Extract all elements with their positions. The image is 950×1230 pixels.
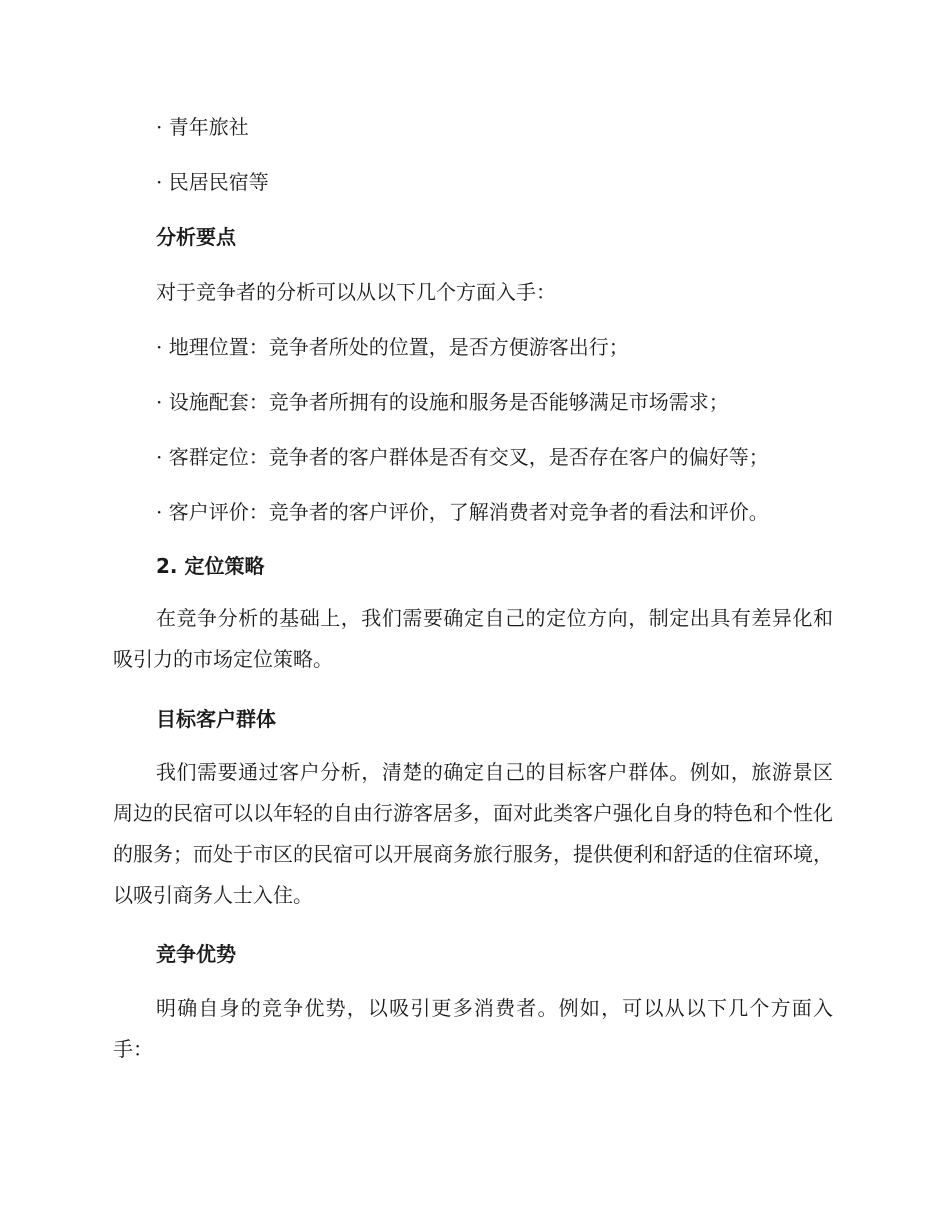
heading-positioning-strategy: 2. 定位策略 — [156, 554, 265, 578]
paragraph-competitive-advantage: 明确自身的竞争优势，以吸引更多消费者。例如，可以从以下几个方面入手： — [113, 996, 833, 1061]
analysis-point-reviews: · 客户评价：竞争者的客户评价，了解消费者对竞争者的看法和评价。 — [156, 500, 769, 524]
analysis-point-customers: · 客群定位：竞争者的客户群体是否有交叉，是否存在客户的偏好等； — [156, 445, 769, 469]
bullet-homestay: · 民居民宿等 — [156, 170, 269, 194]
analysis-point-location: · 地理位置：竞争者所处的位置，是否方便游客出行； — [156, 335, 629, 359]
heading-target-customers: 目标客户群体 — [156, 707, 276, 731]
analysis-intro: 对于竞争者的分析可以从以下几个方面入手： — [156, 280, 556, 304]
bullet-youth-hostel: · 青年旅社 — [156, 115, 249, 139]
heading-analysis-points: 分析要点 — [156, 225, 236, 249]
analysis-point-facilities: · 设施配套：竞争者所拥有的设施和服务是否能够满足市场需求； — [156, 390, 729, 414]
paragraph-target-customers: 我们需要通过客户分析，清楚的确定自己的目标客户群体。例如，旅游景区周边的民宿可以以年轻的自由行游客居多，面对此类客户强化自身的特色和个性化的服务；而处于市区的民宿可以开展商务旅行服务，提供便利和舒适的住宿环境，以吸引商务人士入住。 — [113, 760, 833, 907]
paragraph-positioning-strategy: 在竞争分析的基础上，我们需要确定自己的定位方向，制定出具有差异化和吸引力的市场定位策略。 — [113, 606, 833, 671]
heading-competitive-advantage: 竞争优势 — [156, 942, 236, 966]
